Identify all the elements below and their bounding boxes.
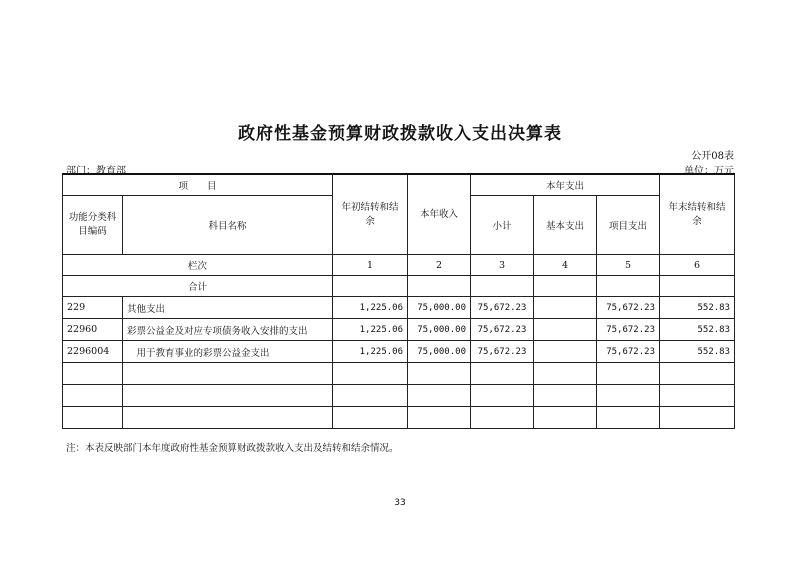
- header-current-income: 本年收入: [408, 174, 471, 255]
- total-cell: [408, 276, 471, 297]
- row-project: 75,672.23: [597, 341, 660, 363]
- table-note: 注：本表反映部门本年度政府性基金预算财政拨款收入支出及结转和结余情况。: [66, 443, 399, 454]
- table-row: [63, 319, 735, 341]
- empty-row: [63, 407, 735, 429]
- empty-row: [63, 385, 735, 407]
- column-index-label: 栏次: [63, 255, 333, 276]
- row-closing: 552.83: [660, 341, 735, 363]
- total-cell: [660, 276, 735, 297]
- row-income: 75,000.00: [408, 319, 471, 341]
- row-opening: 1,225.06: [333, 319, 408, 341]
- header-function-code: 功能分类科目编码: [63, 196, 123, 255]
- unit-label: 单位：万元: [684, 166, 734, 177]
- total-cell: [471, 276, 534, 297]
- table-row: [63, 297, 735, 319]
- column-index: 4: [534, 255, 597, 276]
- document-title: 政府性基金预算财政拨款收入支出决算表: [238, 124, 562, 144]
- row-name: 彩票公益金及对应专项债务收入安排的支出: [123, 319, 333, 341]
- row-closing: 552.83: [660, 297, 735, 319]
- row-basic: [534, 297, 597, 319]
- row-name: 其他支出: [123, 297, 333, 319]
- total-cell: [534, 276, 597, 297]
- row-code: 22960: [63, 319, 123, 341]
- total-label: 合计: [63, 276, 333, 297]
- row-code: 2296004: [63, 341, 123, 363]
- form-number: 公开08表: [691, 151, 734, 162]
- row-closing: 552.83: [660, 319, 735, 341]
- total-cell: [597, 276, 660, 297]
- header-basic-expense: 基本支出: [534, 196, 597, 255]
- total-cell: [333, 276, 408, 297]
- row-subtotal: 75,672.23: [471, 319, 534, 341]
- row-code: 229: [63, 297, 123, 319]
- row-project: 75,672.23: [597, 297, 660, 319]
- empty-row: [63, 363, 735, 385]
- row-subtotal: 75,672.23: [471, 297, 534, 319]
- column-index: 3: [471, 255, 534, 276]
- page-number: 33: [394, 498, 406, 508]
- column-index: 2: [408, 255, 471, 276]
- column-index: 6: [660, 255, 735, 276]
- budget-table: [62, 173, 735, 429]
- row-opening: 1,225.06: [333, 341, 408, 363]
- header-subtotal: 小计: [471, 196, 534, 255]
- header-closing-balance: 年末结转和结余: [660, 174, 735, 255]
- header-opening-balance: 年初结转和结余: [333, 174, 408, 255]
- row-income: 75,000.00: [408, 297, 471, 319]
- table-row: [63, 341, 735, 363]
- department-label: 部门：教育部: [66, 166, 126, 177]
- row-project: 75,672.23: [597, 319, 660, 341]
- row-subtotal: 75,672.23: [471, 341, 534, 363]
- header-current-year-expense: 本年支出: [471, 174, 660, 196]
- header-project: 项 目: [63, 174, 333, 196]
- row-opening: 1,225.06: [333, 297, 408, 319]
- row-basic: [534, 319, 597, 341]
- row-basic: [534, 341, 597, 363]
- row-income: 75,000.00: [408, 341, 471, 363]
- row-name: 用于教育事业的彩票公益金支出: [123, 341, 333, 363]
- header-subject-name: 科目名称: [123, 196, 333, 255]
- column-index: 5: [597, 255, 660, 276]
- column-index: 1: [333, 255, 408, 276]
- header-project-expense: 项目支出: [597, 196, 660, 255]
